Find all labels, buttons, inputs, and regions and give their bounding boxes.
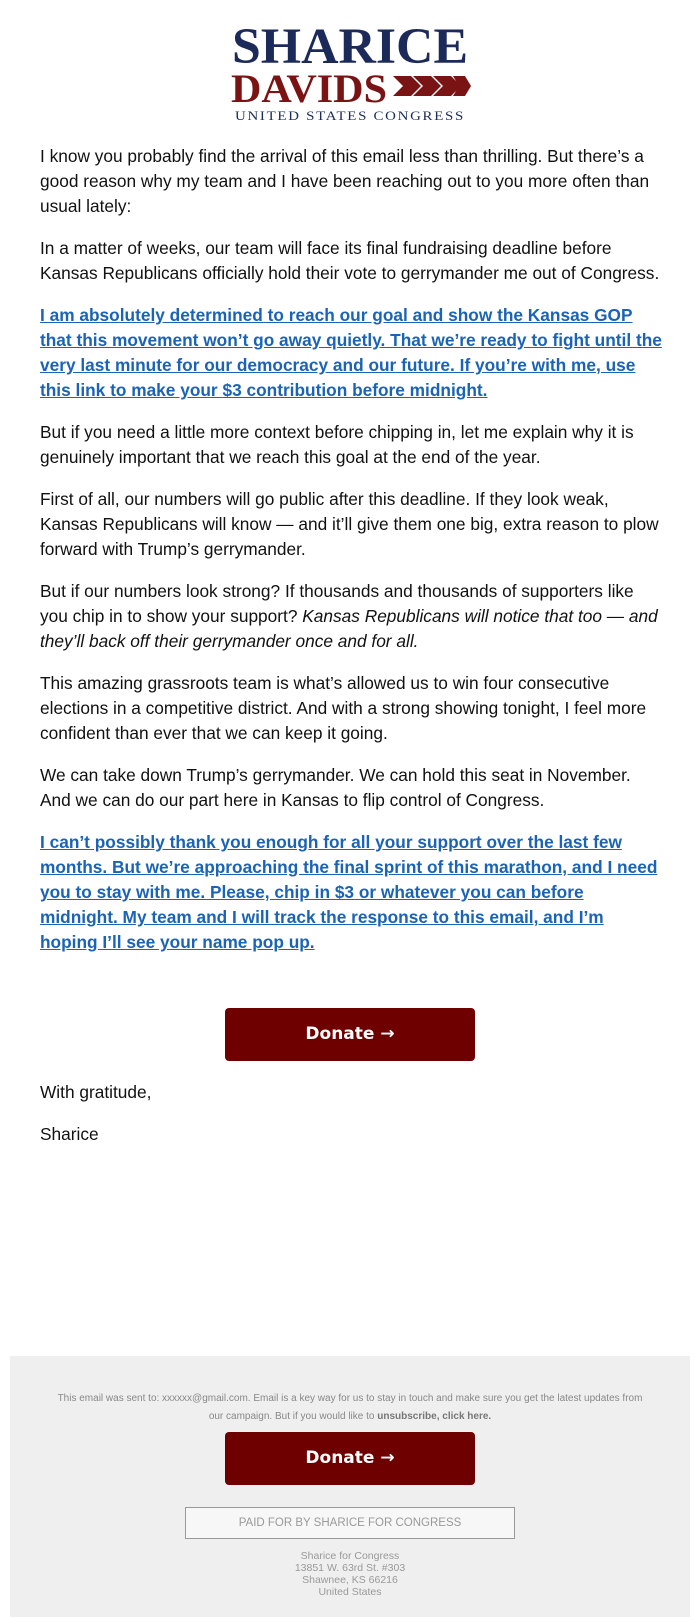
footer: [10, 1356, 690, 1617]
unsubscribe-link[interactable]: unsubscribe, click here.: [377, 1411, 492, 1422]
address-line-4: United States: [318, 1586, 382, 1598]
body-paragraph-3: But if you need a little more context before chipping in, let me explain why it is genuinely important that we reach this goal at the end of the year.: [40, 422, 634, 467]
address-line-2: 13851 W. 63rd St. #303: [294, 1562, 406, 1574]
body-paragraph-2: In a matter of weeks, our team will face its final fundraising deadline before Kansas Republicans officially hold their vote to gerrymander me out of Congress.: [40, 238, 660, 283]
address-line-1: Sharice for Congress: [300, 1550, 400, 1562]
body-paragraph-1: I know you probably find the arrival of this email less than thrilling. But there’s a good reason why my team and I have been reaching out to you more often than usual lately:: [40, 146, 650, 216]
footer-donate-button[interactable]: Donate →: [225, 1432, 475, 1485]
chevron-arrows-icon: [393, 76, 471, 96]
signoff: [40, 1080, 151, 1164]
footer-note-text: This email was sent to: xxxxxx@gmail.com. Email is a key way for us to stay in touch and make sure you get the latest updates from our campaign. But if you would like to: [57, 1393, 643, 1422]
logo-line3: UNITED STATES CONGRESS: [235, 108, 465, 123]
address-line-3: Shawnee, KS 66216: [302, 1574, 398, 1586]
email-body: [40, 144, 662, 972]
body-paragraph-5-italic: Kansas Republicans will notice that too — and they’ll back off their gerrymander once and for all.: [40, 606, 658, 651]
donate-link-2[interactable]: I can’t possibly thank you enough for all your support over the last few months. But we’re approaching the final sprint of this marathon, and I need you to stay with me. Please, chip in $3 or whatever you can before midnight. My team and I will track the response to this email, and I’m hoping I’ll see your name pop up.: [40, 832, 658, 952]
footer-note: [50, 1390, 650, 1426]
paid-for-disclaimer: PAID FOR BY SHARICE FOR CONGRESS: [185, 1507, 515, 1539]
mailing-address: [10, 1550, 690, 1598]
closing: With gratitude,: [40, 1082, 152, 1102]
logo-line1: SHARICE: [232, 19, 468, 75]
logo-line2: DAVIDS: [231, 66, 387, 111]
campaign-logo: [0, 18, 700, 128]
donate-link-2-paragraph: [40, 830, 662, 955]
body-paragraph-5: [40, 579, 662, 654]
body-paragraph-6: This amazing grassroots team is what’s allowed us to win four consecutive elections in a competitive district. And with a strong showing tonight, I feel more confident than ever that we can keep it going.: [40, 673, 647, 743]
signature: Sharice: [40, 1124, 99, 1144]
body-paragraph-4: First of all, our numbers will go public after this deadline. If they look weak, Kansas Republicans will know — and it’ll give them one big, extra reason to plow forward with Trump’s gerrymander.: [40, 489, 659, 559]
body-paragraph-5-start: But if our numbers look strong? If thousands and thousands of supporters like you chip in to show your support?: [40, 581, 634, 626]
donate-button[interactable]: Donate →: [225, 1008, 475, 1061]
body-paragraph-7: We can take down Trump’s gerrymander. We can hold this seat in November. And we can do our part here in Kansas to flip control of Congress.: [40, 765, 631, 810]
donate-link-1[interactable]: I am absolutely determined to reach our goal and show the Kansas GOP that this movement won’t go away quietly. That we’re ready to fight until the very last minute for our democracy and our future. If you’re with me, use this link to make your $3 contribution before midnight.: [40, 305, 662, 400]
donate-link-1-paragraph: [40, 303, 662, 403]
